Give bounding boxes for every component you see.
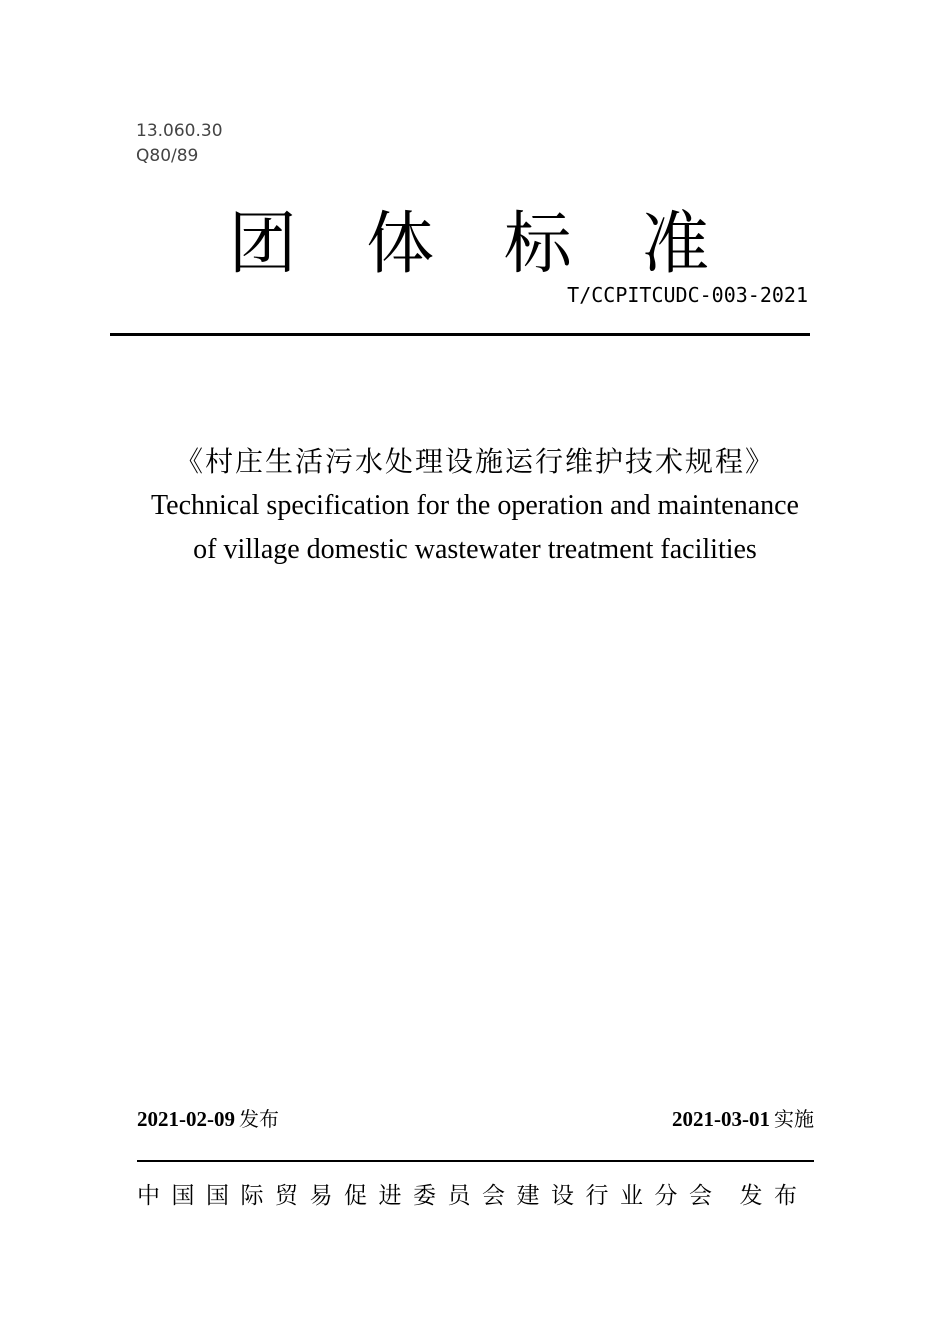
standard-number: T/CCPITCUDC-003-2021 — [567, 283, 808, 307]
issue-label: 发布 — [239, 1107, 279, 1131]
classification-codes — [136, 119, 223, 169]
implement-date-block — [672, 1103, 814, 1132]
publish-label: 发布 — [739, 1183, 809, 1209]
publisher-name: 中国国际贸易促进委员会建设行业分会 — [137, 1183, 724, 1209]
ccs-code: Q80/89 — [136, 146, 199, 166]
document-title-cn: 《村庄生活污水处理设施运行维护技术规程》 — [174, 445, 775, 478]
title-en-line-2: of village domestic wastewater treatment facilities — [193, 534, 757, 565]
implement-label: 实施 — [774, 1107, 814, 1131]
issue-date-block — [137, 1103, 279, 1132]
issue-date: 2021-02-09 — [137, 1107, 235, 1131]
implement-date: 2021-03-01 — [672, 1107, 770, 1131]
footer-divider — [137, 1160, 814, 1162]
publisher-line — [137, 1177, 814, 1210]
header-divider — [110, 333, 810, 336]
standard-type-title: 团 体 标 准 — [228, 205, 734, 284]
title-en-line-1: Technical specification for the operation and maintenance — [151, 490, 799, 521]
document-title-en — [0, 484, 950, 572]
ics-code: 13.060.30 — [136, 121, 223, 141]
